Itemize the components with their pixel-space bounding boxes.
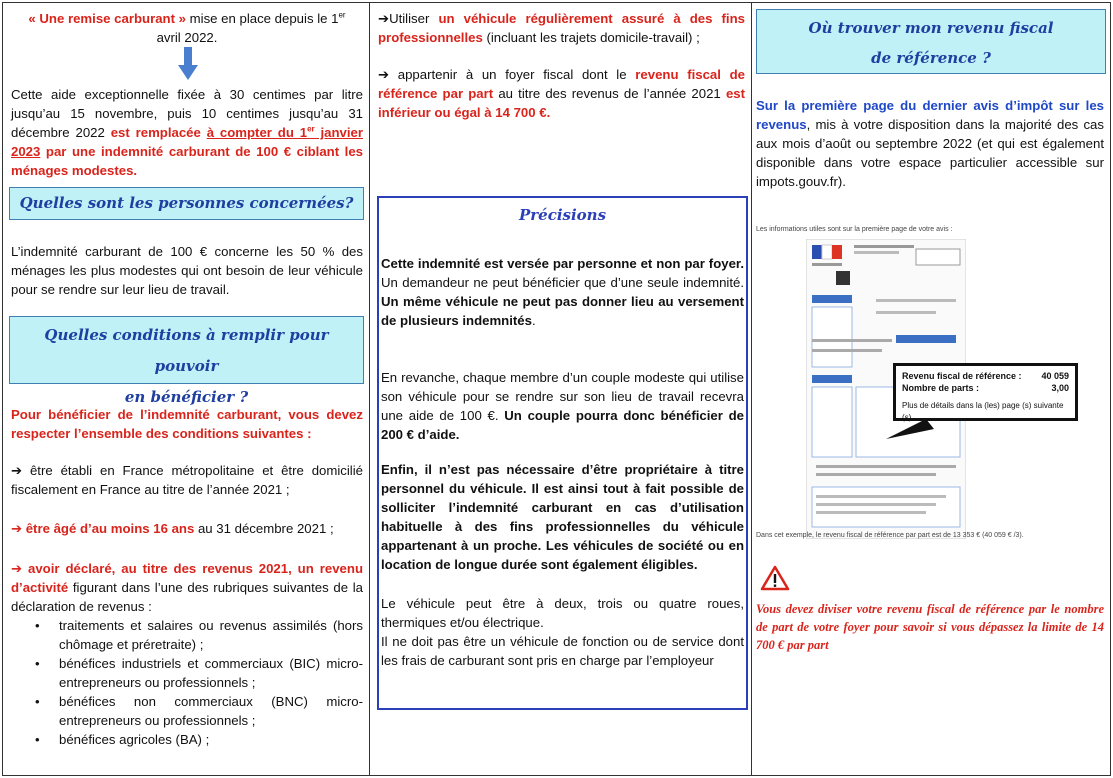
warning-text: Vous devez diviser votre revenu fiscal de référence par le nombre de part de votre foyer pour savoir si vous dépassez la limite de 14 700 € par part — [756, 602, 1104, 652]
right-arrow-icon: ➔ — [378, 67, 390, 82]
image-caption-top: Les informations utiles sont sur la première page de votre avis : — [756, 226, 953, 233]
conditions-intro: Pour bénéficier de l’indemnité carburant, vous devez respecter l’ensemble des conditions suivantes : — [11, 407, 363, 441]
precisions-title: Précisions — [518, 206, 607, 224]
right-arrow-icon: ➔ — [11, 561, 23, 576]
income-categories-list — [11, 616, 363, 749]
aid-paragraph: Cette aide exceptionnelle fixée à 30 centimes par litre jusqu’au 15 novembre, puis 10 centimes jusqu’au 31 décembre 2022 est remplacée à compter du 1er janvier 2023 par une indemnité carburant de 100 € ciblant les ménages modestes. — [11, 87, 363, 178]
section-title-concerned: Quelles sont les personnes concernées? — [9, 187, 364, 220]
precision-ownership: Enfin, il n’est pas nécessaire d’être propriétaire à titre personnel du véhicule. Il est ainsi tout à fait possible de solliciter l’indemnité carburant en cas d’utilisation habituelle à des fins professionnelles du véhicule appartenant à un proche. Les véhicules de société ou en location de longue durée sont également éligibles. — [381, 462, 744, 572]
precisions-box — [377, 196, 748, 710]
column-middle — [370, 3, 752, 775]
condition-residence: ➔ être établi en France métropolitaine et être domicilié fiscalement en France au titre de l’année 2021 ; — [11, 463, 363, 497]
warning-icon — [760, 565, 790, 591]
list-item: • bénéfices agricoles (BA) ; — [11, 730, 363, 749]
right-arrow-icon: ➔ — [378, 11, 390, 26]
precision-per-person: Cette indemnité est versée par personne et non par foyer. Un demandeur ne peut bénéficier que d’une seule indemnité. Un même véhicule ne peut pas donner lieu au versement de plusieurs indemnités. — [381, 256, 744, 328]
tax-notice-zoom: Revenu fiscal de référence : 40 059 Nombre de parts : 3,00 Plus de détails dans la (les) page (s) suivante (s). — [893, 363, 1078, 421]
precision-vehicle-type: Le véhicule peut être à deux, trois ou quatre roues, thermiques et/ou électrique. Il ne doit pas être un véhicule de fonction ou de service dont les frais de carburant sont pris en charge par l’employeur — [381, 596, 744, 668]
column-right — [752, 3, 1110, 775]
list-item: • bénéfices industriels et commerciaux (BIC) micro-entrepreneurs ou professionnels ; — [11, 654, 363, 692]
concerned-paragraph: L’indemnité carburant de 100 € concerne les 50 % des ménages les plus modestes qui ont besoin de leur véhicule pour se rendre sur leur lieu de travail. — [11, 244, 363, 297]
leaflet-page — [2, 2, 1111, 776]
list-item: • traitements et salaires ou revenus assimilés (hors chômage et préretraite) ; — [11, 616, 363, 654]
where-paragraph: Sur la première page du dernier avis d’impôt sur les revenus, mis à votre disposition dans la majorité des cas aux mois d’août ou septembre 2022 (et qui est également disponible dans votre espace particulier accessible sur impots.gouv.fr). — [756, 98, 1104, 189]
intro-heading: « Une remise carburant » mise en place depuis le 1er avril 2022. — [28, 10, 346, 45]
condition-vehicle: ➔Utiliser un véhicule régulièrement assuré à des fins professionnelles (incluant les trajets domicile-travail) ; — [378, 11, 745, 45]
list-item: • bénéfices non commerciaux (BNC) micro-entrepreneurs ou professionnels ; — [11, 692, 363, 730]
image-caption-bottom: Dans cet exemple, le revenu fiscal de référence par part est de 13 353 € (40 059 € /3). — [756, 532, 1024, 539]
section-title-where: Où trouver mon revenu fiscal de référence ? — [756, 9, 1106, 74]
condition-tax-income: ➔ appartenir à un foyer fiscal dont le revenu fiscal de référence par part au titre des revenus de l’année 2021 est inférieur ou égal à 14 700 €. — [378, 67, 746, 120]
right-arrow-icon: ➔ — [11, 463, 23, 478]
down-arrow-icon — [178, 47, 198, 81]
right-arrow-icon: ➔ — [11, 521, 23, 536]
column-left — [3, 3, 370, 775]
precision-couple: En revanche, chaque membre d’un couple modeste qui utilise son véhicule pour se rendre sur son lieu de travail recevra une aide de 100 €. Un couple pourra donc bénéficier de 200 € d’aide. — [381, 370, 744, 442]
condition-age: ➔ être âgé d’au moins 16 ans au 31 décembre 2021 ; — [11, 521, 334, 536]
condition-income: ➔ avoir déclaré, au titre des revenus 2021, un revenu d’activité figurant dans l’une des rubriques suivantes de la déclaration de revenus : • traitements et salaires ou revenus assimilés (hors chômage et préretraite) ; • bénéfices industriels et commerciaux (BIC) micro-entrepreneurs ou professionnels ; • bénéfices non commerciaux (BNC) micro-entrepreneurs ou professionnels ; • bénéfices agricoles (BA) ; — [11, 559, 363, 749]
section-title-conditions: Quelles conditions à remplir pour pouvoir en bénéficier ? — [9, 316, 364, 384]
